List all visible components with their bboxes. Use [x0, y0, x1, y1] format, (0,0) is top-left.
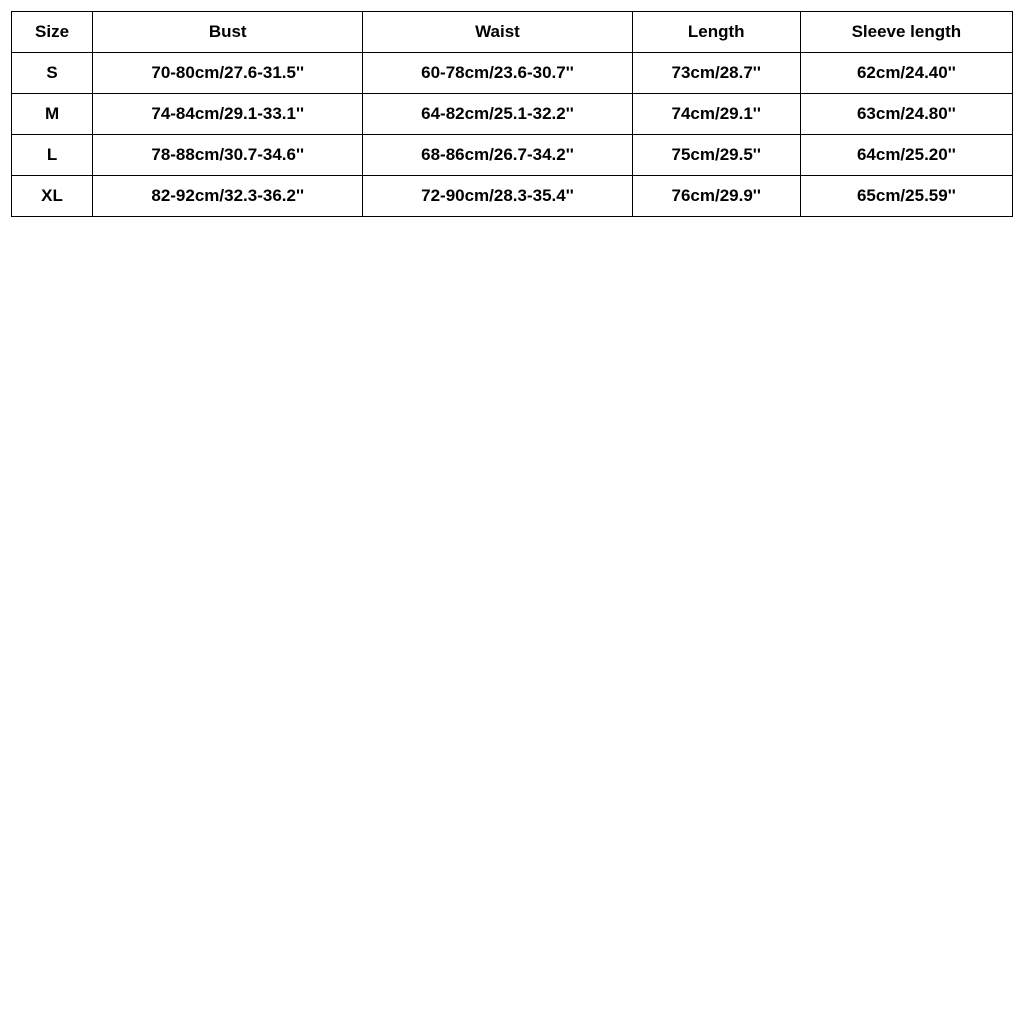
cell-sleeve-length: 65cm/25.59'' — [800, 176, 1012, 217]
cell-sleeve-length: 62cm/24.40'' — [800, 53, 1012, 94]
cell-length: 76cm/29.9'' — [632, 176, 800, 217]
table-row — [12, 135, 1013, 176]
cell-size: XL — [12, 176, 93, 217]
cell-length: 75cm/29.5'' — [632, 135, 800, 176]
cell-sleeve-length: 63cm/24.80'' — [800, 94, 1012, 135]
cell-bust: 70-80cm/27.6-31.5'' — [93, 53, 363, 94]
cell-bust: 82-92cm/32.3-36.2'' — [93, 176, 363, 217]
header-size: Size — [12, 12, 93, 53]
cell-waist: 64-82cm/25.1-32.2'' — [363, 94, 632, 135]
header-waist: Waist — [363, 12, 632, 53]
cell-bust: 74-84cm/29.1-33.1'' — [93, 94, 363, 135]
cell-waist: 60-78cm/23.6-30.7'' — [363, 53, 632, 94]
cell-size: S — [12, 53, 93, 94]
cell-length: 73cm/28.7'' — [632, 53, 800, 94]
cell-size: L — [12, 135, 93, 176]
cell-size: M — [12, 94, 93, 135]
table-header-row — [12, 12, 1013, 53]
header-bust: Bust — [93, 12, 363, 53]
table-row — [12, 176, 1013, 217]
cell-waist: 72-90cm/28.3-35.4'' — [363, 176, 632, 217]
table-row — [12, 53, 1013, 94]
cell-waist: 68-86cm/26.7-34.2'' — [363, 135, 632, 176]
header-sleeve-length: Sleeve length — [800, 12, 1012, 53]
table-row — [12, 94, 1013, 135]
cell-bust: 78-88cm/30.7-34.6'' — [93, 135, 363, 176]
header-length: Length — [632, 12, 800, 53]
cell-length: 74cm/29.1'' — [632, 94, 800, 135]
cell-sleeve-length: 64cm/25.20'' — [800, 135, 1012, 176]
size-chart-table — [11, 11, 1013, 217]
